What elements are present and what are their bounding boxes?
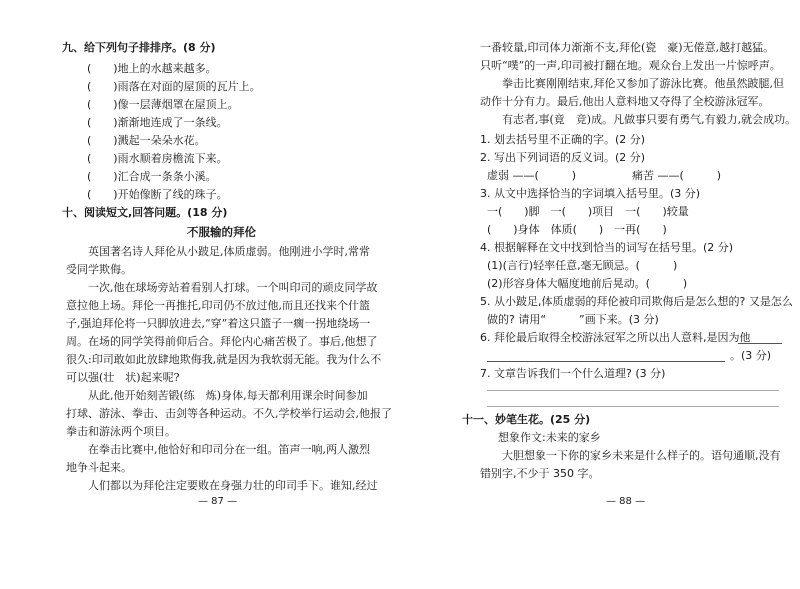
story-line: 动作十分有力。最后,他出人意料地又夺得了全校游泳冠军。: [480, 95, 770, 108]
story-line: 受同学欺侮。: [66, 263, 132, 276]
question-1: 1. 划去括号里不正确的字。(2 分): [480, 133, 646, 146]
q4-item-1: (1)(言行)轻率任意,毫无顾忌。( ): [487, 259, 678, 272]
essay-title: 想象作文:未来的家乡: [498, 431, 601, 444]
story-line: 打球、游泳、拳击、击剑等各种运动。不久,学校举行运动会,他报了: [66, 407, 392, 420]
order-item: ( )开始像断了线的珠子。: [87, 188, 228, 201]
order-item: ( )汇合成一条条小溪。: [87, 170, 217, 183]
story-line: 周。在场的同学笑得前仰后合。拜伦内心痛苦极了。事后,他想了: [66, 335, 378, 348]
question-4: 4. 根据解释在文中找到恰当的词写在括号里。(2 分): [480, 241, 734, 254]
answer-line: [487, 361, 725, 362]
story-line: 很久:印司敢如此放肆地欺侮我,就是因为我软弱无能。我为什么不: [66, 353, 382, 366]
story-line: 子,强迫拜伦将一只脚放进去,“穿”着这只篮子一瘸一拐地绕场一: [66, 317, 371, 330]
question-6-end: 。(3 分): [730, 349, 772, 362]
story-line: 一番较量,印司体力渐渐不支,拜伦(瓷 豪)无倦意,越打越猛。: [480, 41, 775, 54]
order-item: ( )渐渐地连成了一条线。: [87, 116, 228, 129]
q3-row-1: 一( )脚 一( )项目 一( )较量: [487, 205, 689, 218]
order-item: ( )雨落在对面的屋顶的瓦片上。: [87, 80, 261, 93]
right-page: [400, 0, 800, 589]
order-item: ( )像一层薄烟罩在屋顶上。: [87, 98, 239, 111]
page-number: — 88 —: [606, 496, 646, 507]
story-line: 地争斗起来。: [66, 461, 132, 474]
story-line: 一次,他在球场旁站着看别人打球。一个叫印司的顽皮同学故: [66, 281, 378, 294]
story-line: 只听“噗”的一声,印司被打翻在地。观众台上发出一片惊呼声。: [480, 59, 781, 72]
order-item: ( )溅起一朵朵水花。: [87, 134, 206, 147]
essay-instruction: 错别字,不少于 350 字。: [480, 467, 600, 480]
page-number: — 87 —: [198, 496, 238, 507]
question-7: 7. 文章告诉我们一个什么道理? (3 分): [480, 367, 666, 380]
story-line: 英国著名诗人拜伦从小跛足,体质虚弱。他刚进小学时,常常: [66, 245, 370, 258]
story-line: 有志者,事(竟 竞)成。凡做事只要有勇气,有毅力,就会成功。: [480, 113, 797, 126]
q2-antonym-1: 虚弱 ——( ): [487, 169, 577, 182]
story-title: 不服输的拜伦: [187, 225, 256, 239]
essay-instruction: 大胆想象一下你的家乡未来是什么样子的。语句通顺,没有: [480, 449, 781, 462]
question-5: 5. 从小跛足,体质虚弱的拜伦被印司欺侮后是怎么想的? 又是怎么: [480, 295, 793, 308]
story-line: 人们都以为拜伦注定要败在身强力壮的印司手下。谁知,经过: [66, 479, 378, 492]
story-line: 拳击比赛刚刚结束,拜伦又参加了游泳比赛。他虽然跛腿,但: [480, 77, 784, 90]
order-item: ( )地上的水越来越多。: [87, 62, 217, 75]
q4-item-2: (2)形容身体大幅度地前后晃动。( ): [487, 277, 688, 290]
q2-antonym-2: 痛苦 ——( ): [632, 169, 722, 182]
question-6: 6. 拜伦最后取得全校游泳冠军之所以出人意料,是因为他: [480, 331, 751, 344]
story-line: 意拉他上场。拜伦一再推托,印司仍不放过他,而且还找来个什篮: [66, 299, 370, 312]
question-5-cont: 做的? 请用“ ”画下来。(3 分): [487, 313, 659, 326]
order-item: ( )雨水顺着房檐流下来。: [87, 152, 228, 165]
answer-line: [487, 390, 779, 391]
q3-row-2: ( )身体 体质( ) 一再( ): [487, 223, 667, 236]
answer-line: [738, 343, 782, 344]
question-3: 3. 从文中选择恰当的字词填入括号里。(3 分): [480, 187, 701, 200]
story-line: 可以强(壮 状)起来呢?: [66, 371, 180, 384]
story-line: 拳击和游泳两个项目。: [66, 425, 176, 438]
question-2: 2. 写出下列词语的反义词。(2 分): [480, 151, 646, 164]
section-9-title: 九、给下列句子排排序。(8 分): [62, 41, 216, 54]
section-10-title: 十、阅读短文,回答问题。(18 分): [62, 206, 228, 219]
story-line: 从此,他开始刻苦锻(练 炼)身体,每天都利用课余时间参加: [66, 389, 368, 402]
answer-line: [487, 406, 779, 407]
section-11-title: 十一、妙笔生花。(25 分): [462, 413, 591, 426]
story-line: 在拳击比赛中,他恰好和印司分在一组。笛声一响,两人激烈: [66, 443, 370, 456]
